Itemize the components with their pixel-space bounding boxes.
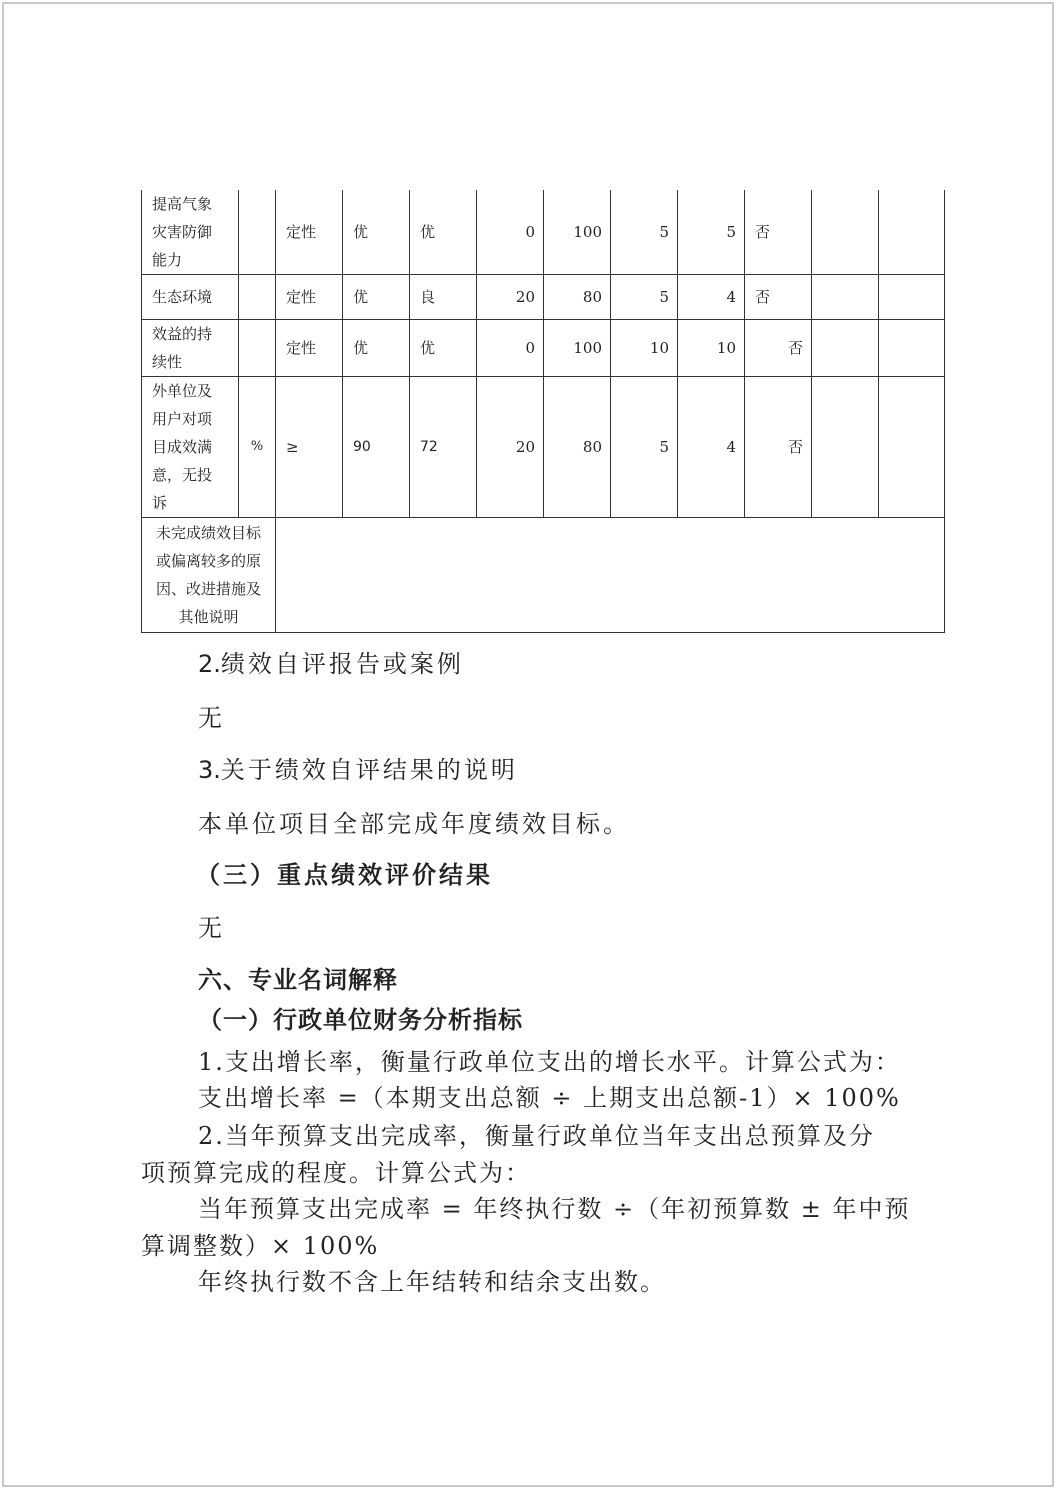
target-cell: 90 [343,377,410,518]
flag-cell: 否 [745,320,812,377]
section-three-heading: （三）重点绩效评价结果 [196,860,493,889]
empty-cell [812,190,879,275]
section-3-heading: 3.关于绩效自评结果的说明 [198,756,518,784]
actual-cell: 优 [410,190,477,275]
table-row [142,377,945,518]
value-cell: 5 [611,190,678,275]
value-cell: 4 [678,377,745,518]
unit-cell [239,275,276,320]
remark-row [142,518,945,633]
section-3-body: 本单位项目全部完成年度绩效目标。 [198,810,630,838]
value-cell: 4 [678,275,745,320]
value-cell: 5 [678,190,745,275]
section-three-body: 无 [198,914,225,942]
performance-table [141,190,945,633]
definition-line: 1.支出增长率，衡量行政单位支出的增长水平。计算公式为： [198,1048,901,1076]
actual-cell: 优 [410,320,477,377]
formula-line: 算调整数）× 100% [141,1232,380,1260]
actual-cell: 72 [410,377,477,518]
empty-cell [879,275,945,320]
unit-cell: % [239,377,276,518]
definition-line: 项预算完成的程度。计算公式为： [141,1159,531,1187]
remark-value [276,518,945,633]
target-cell: 优 [343,275,410,320]
actual-cell: 良 [410,275,477,320]
formula-line: 当年预算支出完成率 = 年终执行数 ÷（年初预算数 ± 年中预 [198,1195,911,1223]
section-six-heading: 六、专业名词解释 [198,965,398,994]
flag-cell: 否 [745,190,812,275]
flag-cell: 否 [745,275,812,320]
type-cell: ≥ [276,377,343,518]
value-cell: 10 [611,320,678,377]
remark-label: 未完成绩效目标或偏离较多的原因、改进措施及其他说明 [142,518,276,633]
empty-cell [879,377,945,518]
indicator-name: 外单位及用户对项目成效满意，无投诉 [142,377,239,518]
empty-cell [879,320,945,377]
indicator-name: 生态环境 [142,275,239,320]
indicator-name: 效益的持续性 [142,320,239,377]
table-row [142,190,945,275]
value-cell: 80 [544,275,611,320]
target-cell: 优 [343,190,410,275]
empty-cell [812,377,879,518]
definition-line: 2.当年预算支出完成率，衡量行政单位当年支出总预算及分 [198,1122,875,1150]
value-cell: 5 [611,377,678,518]
value-cell: 20 [477,377,544,518]
type-cell: 定性 [276,275,343,320]
section-2-body: 无 [198,704,225,732]
type-cell: 定性 [276,320,343,377]
flag-cell: 否 [745,377,812,518]
empty-cell [812,275,879,320]
empty-cell [812,320,879,377]
type-cell: 定性 [276,190,343,275]
section-six-subheading: （一）行政单位财务分析指标 [198,1005,523,1034]
target-cell: 优 [343,320,410,377]
value-cell: 100 [544,190,611,275]
unit-cell [239,320,276,377]
value-cell: 100 [544,320,611,377]
section-2-heading: 2.绩效自评报告或案例 [198,650,464,678]
table-row [142,320,945,377]
value-cell: 0 [477,190,544,275]
note-line: 年终执行数不含上年结转和结余支出数。 [198,1268,666,1296]
empty-cell [879,190,945,275]
value-cell: 10 [678,320,745,377]
indicator-name: 提高气象灾害防御能力 [142,190,239,275]
value-cell: 20 [477,275,544,320]
table-row [142,275,945,320]
formula-line: 支出增长率 =（本期支出总额 ÷ 上期支出总额-1）× 100% [198,1084,901,1112]
value-cell: 80 [544,377,611,518]
value-cell: 5 [611,275,678,320]
value-cell: 0 [477,320,544,377]
unit-cell [239,190,276,275]
